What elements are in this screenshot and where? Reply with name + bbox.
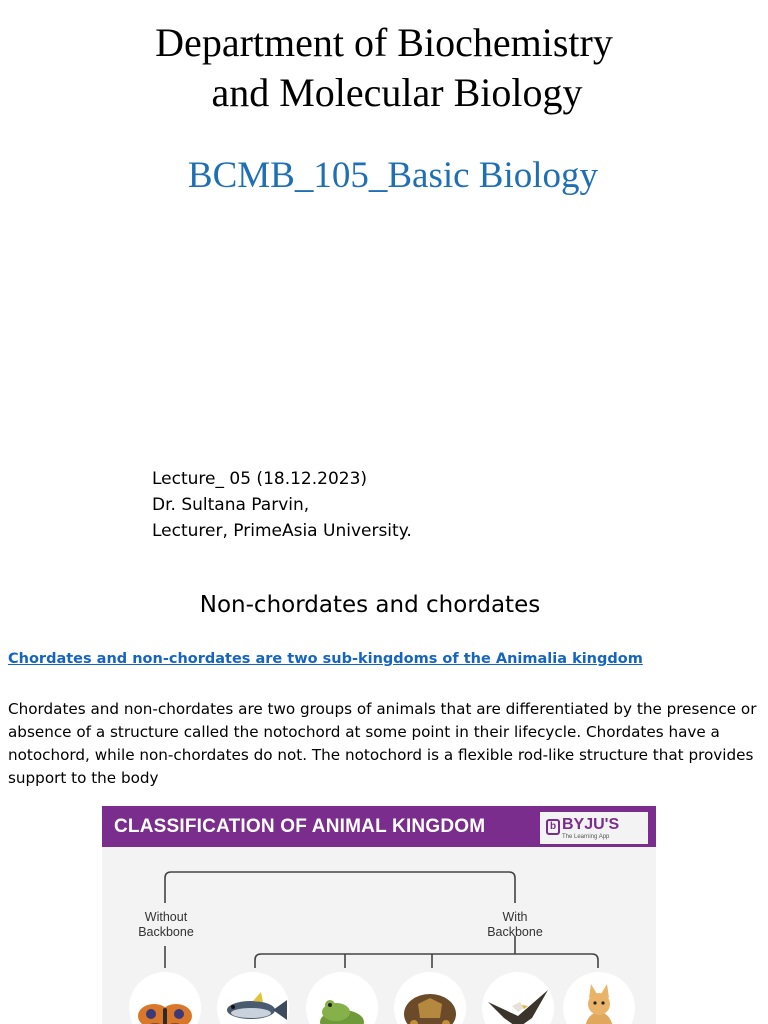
section-heading: Non-chordates and chordates [199,592,541,618]
lecturer-affiliation: Lecturer, PrimeAsia University. [152,521,412,541]
brand-name: BYJU'S [562,816,620,833]
with-backbone-label: With Backbone [487,910,543,939]
vertebrate-bracket-line [255,954,598,968]
title-line-1: Department of Biochemistry [155,20,613,65]
brand-mark-icon: b [546,819,560,835]
banner-title: CLASSIFICATION OF ANIMAL KINGDOM [114,816,486,837]
title-line-2: and Molecular Biology [211,70,583,115]
classification-figure [102,806,656,1024]
reference-link[interactable]: Chordates and non-chordates are two sub-kingdoms of the Animalia kingdom [8,651,643,667]
lecture-number: Lecture_ 05 (18.12.2023) [152,469,368,489]
body-paragraph: Chordates and non-chordates are two groups of animals that are differentiated by the presence or absence of a structure called the notochord at some point in their lifecycle. Chordates have a notochord, while non-chordates do not. The notochord is a flexible rod-like structure that provides support to the body [8,700,757,787]
lecture-info [152,466,412,544]
lecturer-name: Dr. Sultana Parvin, [152,495,310,515]
top-bracket-line [165,872,515,903]
without-backbone-label: Without Backbone [138,910,194,939]
brand-tagline: The Learning App [562,834,610,840]
course-title: BCMB_105_Basic Biology [187,155,599,196]
page-title [0,18,768,118]
